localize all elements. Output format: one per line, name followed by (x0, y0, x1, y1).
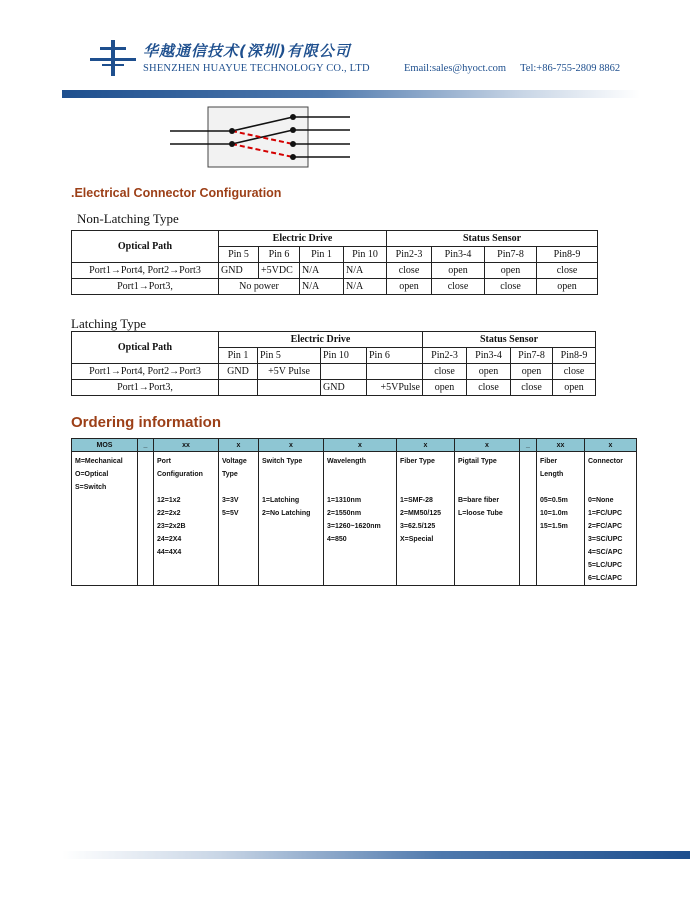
ordering-option: Length (540, 471, 564, 478)
ordering-option: 24=2X4 (157, 536, 182, 543)
status-sensor-header: Status Sensor (423, 332, 596, 348)
sensor-cell: close (511, 380, 553, 396)
drive-cell (321, 364, 367, 380)
ordering-option: 1=FC/UPC (588, 510, 623, 517)
ordering-option (262, 481, 320, 494)
non-latching-heading: Non-Latching Type (77, 211, 179, 226)
ordering-options-cell (219, 452, 259, 586)
drive-cell: N/A (344, 263, 387, 279)
sensor-cell: close (467, 380, 511, 396)
ordering-option: 2=MM50/125 (400, 510, 442, 517)
drive-cell: GND (321, 380, 367, 396)
ordering-option: 4=850 (327, 536, 347, 543)
pin-header: Pin 10 (321, 348, 367, 364)
optical-path-header: Optical Path (72, 332, 219, 364)
ordering-options-cell (72, 452, 138, 586)
drive-cell (258, 380, 321, 396)
ordering-options-cell (455, 452, 520, 586)
ordering-option: 3=1260~1620nm (327, 523, 381, 530)
ordering-code-header: x (219, 439, 259, 452)
optical-path-cell: Port1→Port3, (72, 380, 219, 396)
ordering-option: O=Optical (75, 471, 109, 478)
ordering-code-header: _ (138, 439, 154, 452)
ordering-option: 3=62.5/125 (400, 523, 436, 530)
drive-cell: +5VPulse (367, 380, 423, 396)
pin-header: Pin7-8 (511, 348, 553, 364)
pin-header: Pin3-4 (432, 247, 485, 263)
ordering-table (71, 438, 637, 586)
ordering-option (458, 481, 516, 494)
ordering-option: 5=5V (222, 510, 239, 517)
pin-header: Pin 10 (344, 247, 387, 263)
drive-cell: N/A (344, 279, 387, 295)
ordering-option (458, 468, 516, 481)
company-name-cn: 华越通信技术(深圳)有限公司 (143, 42, 351, 60)
sensor-cell: close (553, 364, 596, 380)
ordering-option: Connector (588, 458, 623, 465)
ordering-option: 10=1.0m (540, 510, 568, 517)
drive-cell: GND (219, 364, 258, 380)
ordering-code-header: x (324, 439, 397, 452)
ordering-option: X=Special (400, 536, 434, 543)
table-row (72, 279, 598, 295)
ordering-options-cell (259, 452, 324, 586)
ordering-option: Type (222, 471, 238, 478)
ordering-option: 22=2x2 (157, 510, 181, 517)
ordering-option: 12=1x2 (157, 497, 181, 504)
pin-header: Pin2-3 (387, 247, 432, 263)
sensor-cell: open (511, 364, 553, 380)
ordering-option: 15=1.5m (540, 523, 568, 530)
drive-cell: No power (219, 279, 300, 295)
ordering-option: 23=2x2B (157, 523, 186, 530)
ordering-option (588, 468, 633, 481)
ordering-option: Switch Type (262, 458, 303, 465)
table-row (72, 380, 596, 396)
ordering-options-cell (324, 452, 397, 586)
table-row (72, 263, 598, 279)
ordering-option: M=Mechanical (75, 458, 123, 465)
pin-header: Pin8-9 (537, 247, 598, 263)
drive-cell: GND (219, 263, 259, 279)
ordering-option: 2=FC/APC (588, 523, 623, 530)
sensor-cell: open (537, 279, 598, 295)
latching-table (71, 331, 596, 396)
ordering-options-cell (138, 452, 154, 586)
optical-path-header: Optical Path (72, 231, 219, 263)
sensor-cell: open (423, 380, 467, 396)
drive-cell: N/A (300, 279, 344, 295)
antenna-logo-icon (90, 40, 136, 76)
ordering-option (400, 481, 451, 494)
pin-header: Pin 6 (259, 247, 300, 263)
ordering-code-header: xx (154, 439, 219, 452)
electric-drive-header: Electric Drive (219, 332, 423, 348)
ordering-option: B=bare fiber (458, 497, 500, 504)
ordering-option: 3=3V (222, 497, 239, 504)
sensor-cell: open (467, 364, 511, 380)
sensor-cell: close (387, 263, 432, 279)
drive-cell (367, 364, 423, 380)
status-sensor-header: Status Sensor (387, 231, 598, 247)
ordering-option (400, 468, 451, 481)
sensor-cell: open (485, 263, 537, 279)
ordering-code-header: x (397, 439, 455, 452)
ordering-option (222, 481, 255, 494)
ordering-option: 0=None (588, 497, 614, 504)
sensor-cell: open (387, 279, 432, 295)
ordering-option: Fiber Type (400, 458, 435, 465)
ordering-options-cell (537, 452, 585, 586)
electrical-config-heading: .Electrical Connector Configuration (71, 186, 282, 200)
ordering-option: 44=4X4 (157, 549, 182, 556)
company-logo (90, 40, 136, 76)
ordering-option: L=loose Tube (458, 510, 503, 517)
sensor-cell: open (553, 380, 596, 396)
ordering-option: 4=SC/APC (588, 549, 623, 556)
sensor-cell: open (432, 263, 485, 279)
ordering-options-cell (585, 452, 637, 586)
header-divider-bar (62, 90, 640, 98)
drive-cell: N/A (300, 263, 344, 279)
pin-header: Pin3-4 (467, 348, 511, 364)
ordering-option: 2=No Latching (262, 510, 311, 517)
drive-cell: +5VDC (259, 263, 300, 279)
ordering-options-cell (397, 452, 455, 586)
pin-header: Pin 1 (219, 348, 258, 364)
pin-header: Pin 1 (300, 247, 344, 263)
ordering-option: Voltage (222, 458, 247, 465)
contact-email[interactable]: Email:sales@hyoct.com (404, 63, 507, 74)
optical-path-cell: Port1→Port4, Port2→Port3 (72, 364, 219, 380)
sensor-cell: close (485, 279, 537, 295)
ordering-code-header: x (585, 439, 637, 452)
pin-header: Pin8-9 (553, 348, 596, 364)
ordering-code-header: _ (520, 439, 537, 452)
ordering-options-cell (154, 452, 219, 586)
ordering-option: 6=LC/APC (588, 575, 623, 582)
ordering-option: Fiber (540, 458, 558, 465)
ordering-option (262, 468, 320, 481)
ordering-code-header: MOS (72, 439, 138, 452)
ordering-code-header: x (259, 439, 324, 452)
ordering-option: 5=LC/UPC (588, 562, 623, 569)
ordering-option (327, 481, 393, 494)
sensor-cell: close (423, 364, 467, 380)
ordering-option: 1=SMF-28 (400, 497, 433, 504)
ordering-code-header: x (455, 439, 520, 452)
optical-path-cell: Port1→Port3, (72, 279, 219, 295)
ordering-option: 1=Latching (262, 497, 300, 504)
optical-path-cell: Port1→Port4, Port2→Port3 (72, 263, 219, 279)
contact-info (404, 63, 620, 74)
ordering-options-cell (520, 452, 537, 586)
ordering-option: 1=1310nm (327, 497, 362, 504)
pin-header: Pin7-8 (485, 247, 537, 263)
ordering-option (157, 481, 215, 494)
ordering-option: 2=1550nm (327, 510, 362, 517)
ordering-option (588, 481, 633, 494)
ordering-option: Configuration (157, 471, 203, 478)
ordering-option: S=Switch (75, 484, 107, 491)
ordering-info-heading: Ordering information (71, 414, 221, 431)
table-row (72, 364, 596, 380)
drive-cell (219, 380, 258, 396)
ordering-option: 3=SC/UPC (588, 536, 623, 543)
ordering-option: Port (157, 458, 171, 465)
pin-header: Pin 5 (219, 247, 259, 263)
ordering-option: Pigtail Type (458, 458, 497, 465)
contact-phone: Tel:+86-755-2809 8862 (520, 63, 621, 74)
electric-drive-header: Electric Drive (219, 231, 387, 247)
footer-divider-bar (62, 851, 690, 859)
latching-heading: Latching Type (71, 316, 147, 331)
switch-schematic-diagram (170, 106, 352, 168)
pin-header: Pin 6 (367, 348, 423, 364)
company-name-en: SHENZHEN HUAYUE TECHNOLOGY CO., LTD (143, 63, 370, 74)
ordering-code-header: xx (537, 439, 585, 452)
sensor-cell: close (432, 279, 485, 295)
pin-header: Pin2-3 (423, 348, 467, 364)
pin-header: Pin 5 (258, 348, 321, 364)
ordering-option (327, 468, 393, 481)
non-latching-table (71, 230, 598, 295)
drive-cell: +5V Pulse (258, 364, 321, 380)
ordering-option: Wavelength (327, 458, 367, 465)
ordering-option: 05=0.5m (540, 497, 568, 504)
ordering-option (540, 481, 581, 494)
sensor-cell: close (537, 263, 598, 279)
